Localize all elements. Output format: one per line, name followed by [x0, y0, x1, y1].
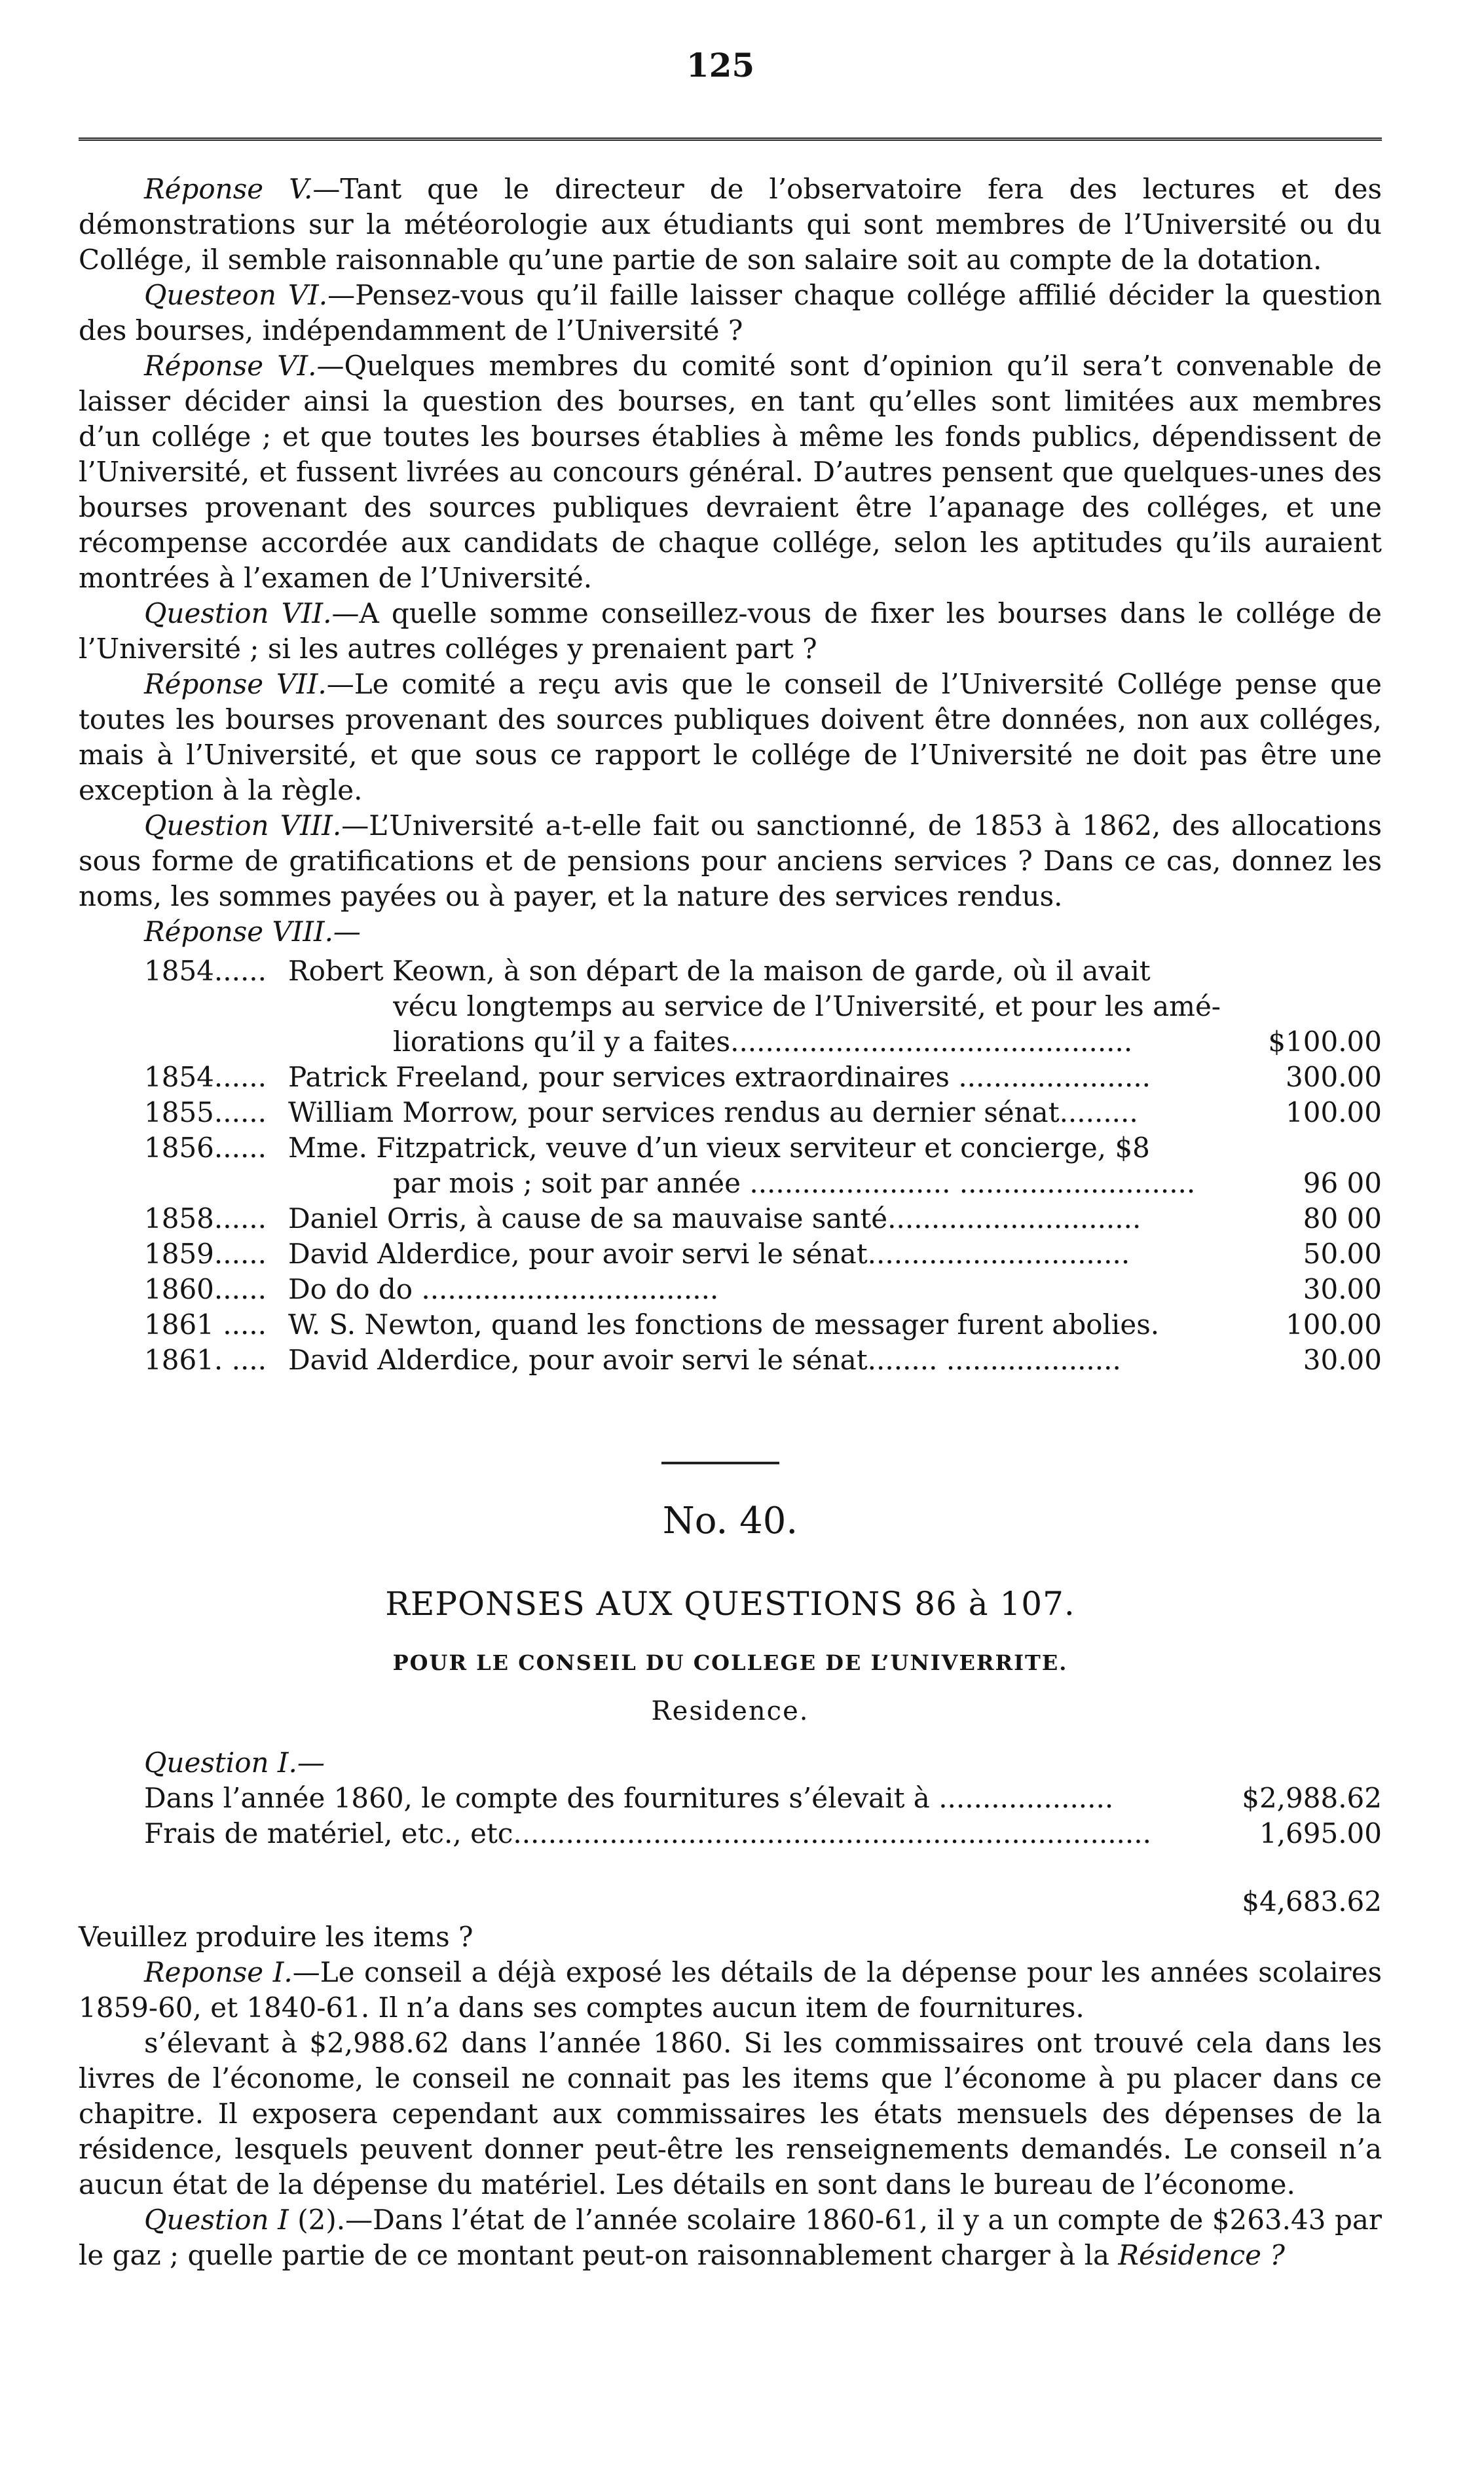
- question-i-label: Question I.—: [144, 1747, 325, 1779]
- allowance-text: W. S. Newton, quand les fonctions de messager furent abolies.: [288, 1308, 1160, 1341]
- section-divider: [661, 1462, 779, 1464]
- allowance-year: 1856......: [144, 1132, 267, 1164]
- allowance-row: [144, 1272, 1382, 1307]
- allowance-row: [144, 1236, 1382, 1272]
- allowance-year: 1861. ....: [144, 1344, 267, 1376]
- answer-i: Reponse I.—Le conseil a déjà exposé les détails de la dépense pour les années scolaires 1859-60, et 1840-61. Il n’a dans ses comptes aucun item de fournitures.: [79, 1956, 1382, 2024]
- section-number: No. 40.: [662, 1500, 798, 1542]
- allowance-row: [144, 989, 1382, 1024]
- allowance-year: 1859......: [144, 1238, 267, 1270]
- account-row: [144, 1781, 1382, 1816]
- bottom-text-block: [79, 1745, 1382, 2273]
- answer-vi: Réponse VI.—Quelques membres du comité sont d’opinion qu’il sera’t convenable de laisser décider ainsi la question des bourses, en tant qu’elles sont limitées aux membres d’un collége ; et que toutes les bourses établies à même les fonds publics, dépendissent de l’Université, et fussent livrées au concours général. D’autres pensent que quelques-unes des bourses provenant des sources publiques devraient être l’apanage des colléges, et une récompense accordée aux candidats de chaque collége, selon les aptitudes qu’ils auraient montrées à l’examen de l’Université.: [79, 350, 1382, 594]
- allowance-text: David Alderdice, pour avoir servi le sénat..............................: [288, 1238, 1130, 1270]
- allowance-year: 1855......: [144, 1096, 267, 1128]
- allowance-amount: 50.00: [1303, 1238, 1382, 1270]
- allowance-text: William Morrow, pour services rendus au dernier sénat.........: [288, 1096, 1138, 1128]
- allowance-text: Daniel Orris, à cause de sa mauvaise santé.............................: [288, 1202, 1141, 1234]
- allowance-text: David Alderdice, pour avoir servi le sénat........ ....................: [288, 1344, 1121, 1376]
- allowance-text: Patrick Freeland, pour services extraordinaires ......................: [288, 1061, 1151, 1093]
- allowance-row: [144, 954, 1382, 989]
- allowance-list: [144, 954, 1382, 1378]
- allowance-year: 1854......: [144, 955, 267, 987]
- allowance-year: 1854......: [144, 1061, 267, 1093]
- answer-i-continued: s’élevant à $2,988.62 dans l’année 1860. Si les commissaires ont trouvé cela dans les livres de l’économe, le conseil ne connait pas les items que l’économe à pu placer dans ce chapitre. Il exposera cependant aux commissaires les états mensuels des dépenses de la résidence, lesquels peuvent donner peut-être les renseignements demandés. Le conseil n’a aucun état de la dépense du matériel. Les détails en sont dans le bureau de l’économe.: [79, 2027, 1382, 2200]
- account-item: Frais de matériel, etc., etc.........................................................................: [144, 1817, 1151, 1849]
- allowance-row: [144, 1343, 1382, 1378]
- allowance-amount: 100.00: [1286, 1308, 1382, 1341]
- account-amount: 1,695.00: [1259, 1817, 1382, 1849]
- answer-viii-label: Réponse VIII.—: [144, 916, 361, 948]
- allowance-row: [144, 1130, 1382, 1166]
- top-text-block: [79, 172, 1382, 1378]
- allowance-text: Robert Keown, à son départ de la maison de garde, où il avait: [288, 955, 1151, 987]
- allowance-amount: $100.00: [1268, 1026, 1382, 1058]
- allowance-amount: 30.00: [1303, 1344, 1382, 1376]
- account-amount: $2,988.62: [1242, 1782, 1382, 1814]
- residence-heading: Residence.: [651, 1696, 809, 1726]
- account-item: Dans l’année 1860, le compte des fournitures s’élevait à ....................: [144, 1782, 1114, 1814]
- allowance-row: [144, 1307, 1382, 1343]
- answer-vii: Réponse VII.—Le comité a reçu avis que le conseil de l’Université Collége pense que toutes les bourses provenant des sources publiques doivent être données, non aux colléges, mais à l’Université, et que sous ce rapport le collége de l’Université ne doit pas être une exception à la règle.: [79, 668, 1382, 806]
- allowance-row: [144, 1024, 1382, 1060]
- question-i-ask: Veuillez produire les items ?: [79, 1921, 473, 1953]
- allowance-amount: 80 00: [1303, 1202, 1382, 1234]
- question-i-2: Question I (2).—Dans l’état de l’année scolaire 1860-61, il y a un compte de $263.43 par le gaz ; quelle partie de ce montant peut-on raisonnablement charger à la Résidence ?: [79, 2204, 1382, 2271]
- question-viii: Question VIII.—L’Université a-t-elle fait ou sanctionné, de 1853 à 1862, des allocations sous forme de gratifications et de pensions pour anciens services ? Dans ce cas, donnez les noms, les sommes payées ou à payer, et la nature des services rendus.: [79, 809, 1382, 912]
- allowance-text: liorations qu’il y a faites..............................................: [393, 1026, 1133, 1058]
- question-vii: Question VII.—A quelle somme conseillez-vous de fixer les bourses dans le collége de l’Université ; si les autres colléges y prenaient part ?: [79, 597, 1382, 665]
- allowance-year: [144, 1166, 393, 1201]
- allowance-amount: 300.00: [1286, 1061, 1382, 1093]
- allowance-year: [144, 989, 393, 1024]
- allowance-text: Mme. Fitzpatrick, veuve d’un vieux serviteur et concierge, $8: [288, 1132, 1150, 1164]
- account-total: $4,683.62: [1242, 1885, 1382, 1918]
- section-subtitle: POUR LE CONSEIL DU COLLEGE DE L’UNIVERRITE.: [392, 1650, 1068, 1675]
- allowance-year: [144, 1024, 393, 1060]
- allowance-year: 1860......: [144, 1273, 267, 1305]
- allowance-amount: [1251, 1130, 1382, 1166]
- allowance-text: Do do do ..................................: [288, 1273, 719, 1305]
- section-title: REPONSES AUX QUESTIONS 86 à 107.: [385, 1585, 1075, 1623]
- allowance-row: [144, 1095, 1382, 1130]
- answer-v: Réponse V.—Tant que le directeur de l’observatoire fera des lectures et des démonstrations sur la météorologie aux étudiants qui sont membres de l’Université ou du Collége, il semble raisonnable qu’une partie de son salaire soit au compte de la dotation.: [79, 173, 1382, 276]
- page-number: 125: [686, 46, 755, 84]
- allowance-amount: [1251, 954, 1382, 989]
- account-row: [144, 1816, 1382, 1851]
- allowance-text: par mois ; soit par année ....................... ...........................: [393, 1167, 1196, 1199]
- allowance-amount: 30.00: [1303, 1273, 1382, 1305]
- allowance-row: [144, 1060, 1382, 1095]
- allowance-row: [144, 1201, 1382, 1236]
- question-vi: Questeon VI.—Pensez-vous qu’il faille laisser chaque collége affilié décider la question des bourses, indépendamment de l’Université ?: [79, 279, 1382, 346]
- allowance-row: [144, 1166, 1382, 1201]
- allowance-amount: 100.00: [1286, 1096, 1382, 1128]
- allowance-year: 1861 .....: [144, 1308, 267, 1341]
- allowance-year: 1858......: [144, 1202, 267, 1234]
- account-list: [144, 1781, 1382, 1851]
- allowance-amount: 96 00: [1303, 1167, 1382, 1199]
- header-rule: [79, 138, 1382, 141]
- allowance-text: vécu longtemps au service de l’Université, et pour les amé-: [393, 990, 1221, 1022]
- allowance-amount: [1251, 989, 1382, 1024]
